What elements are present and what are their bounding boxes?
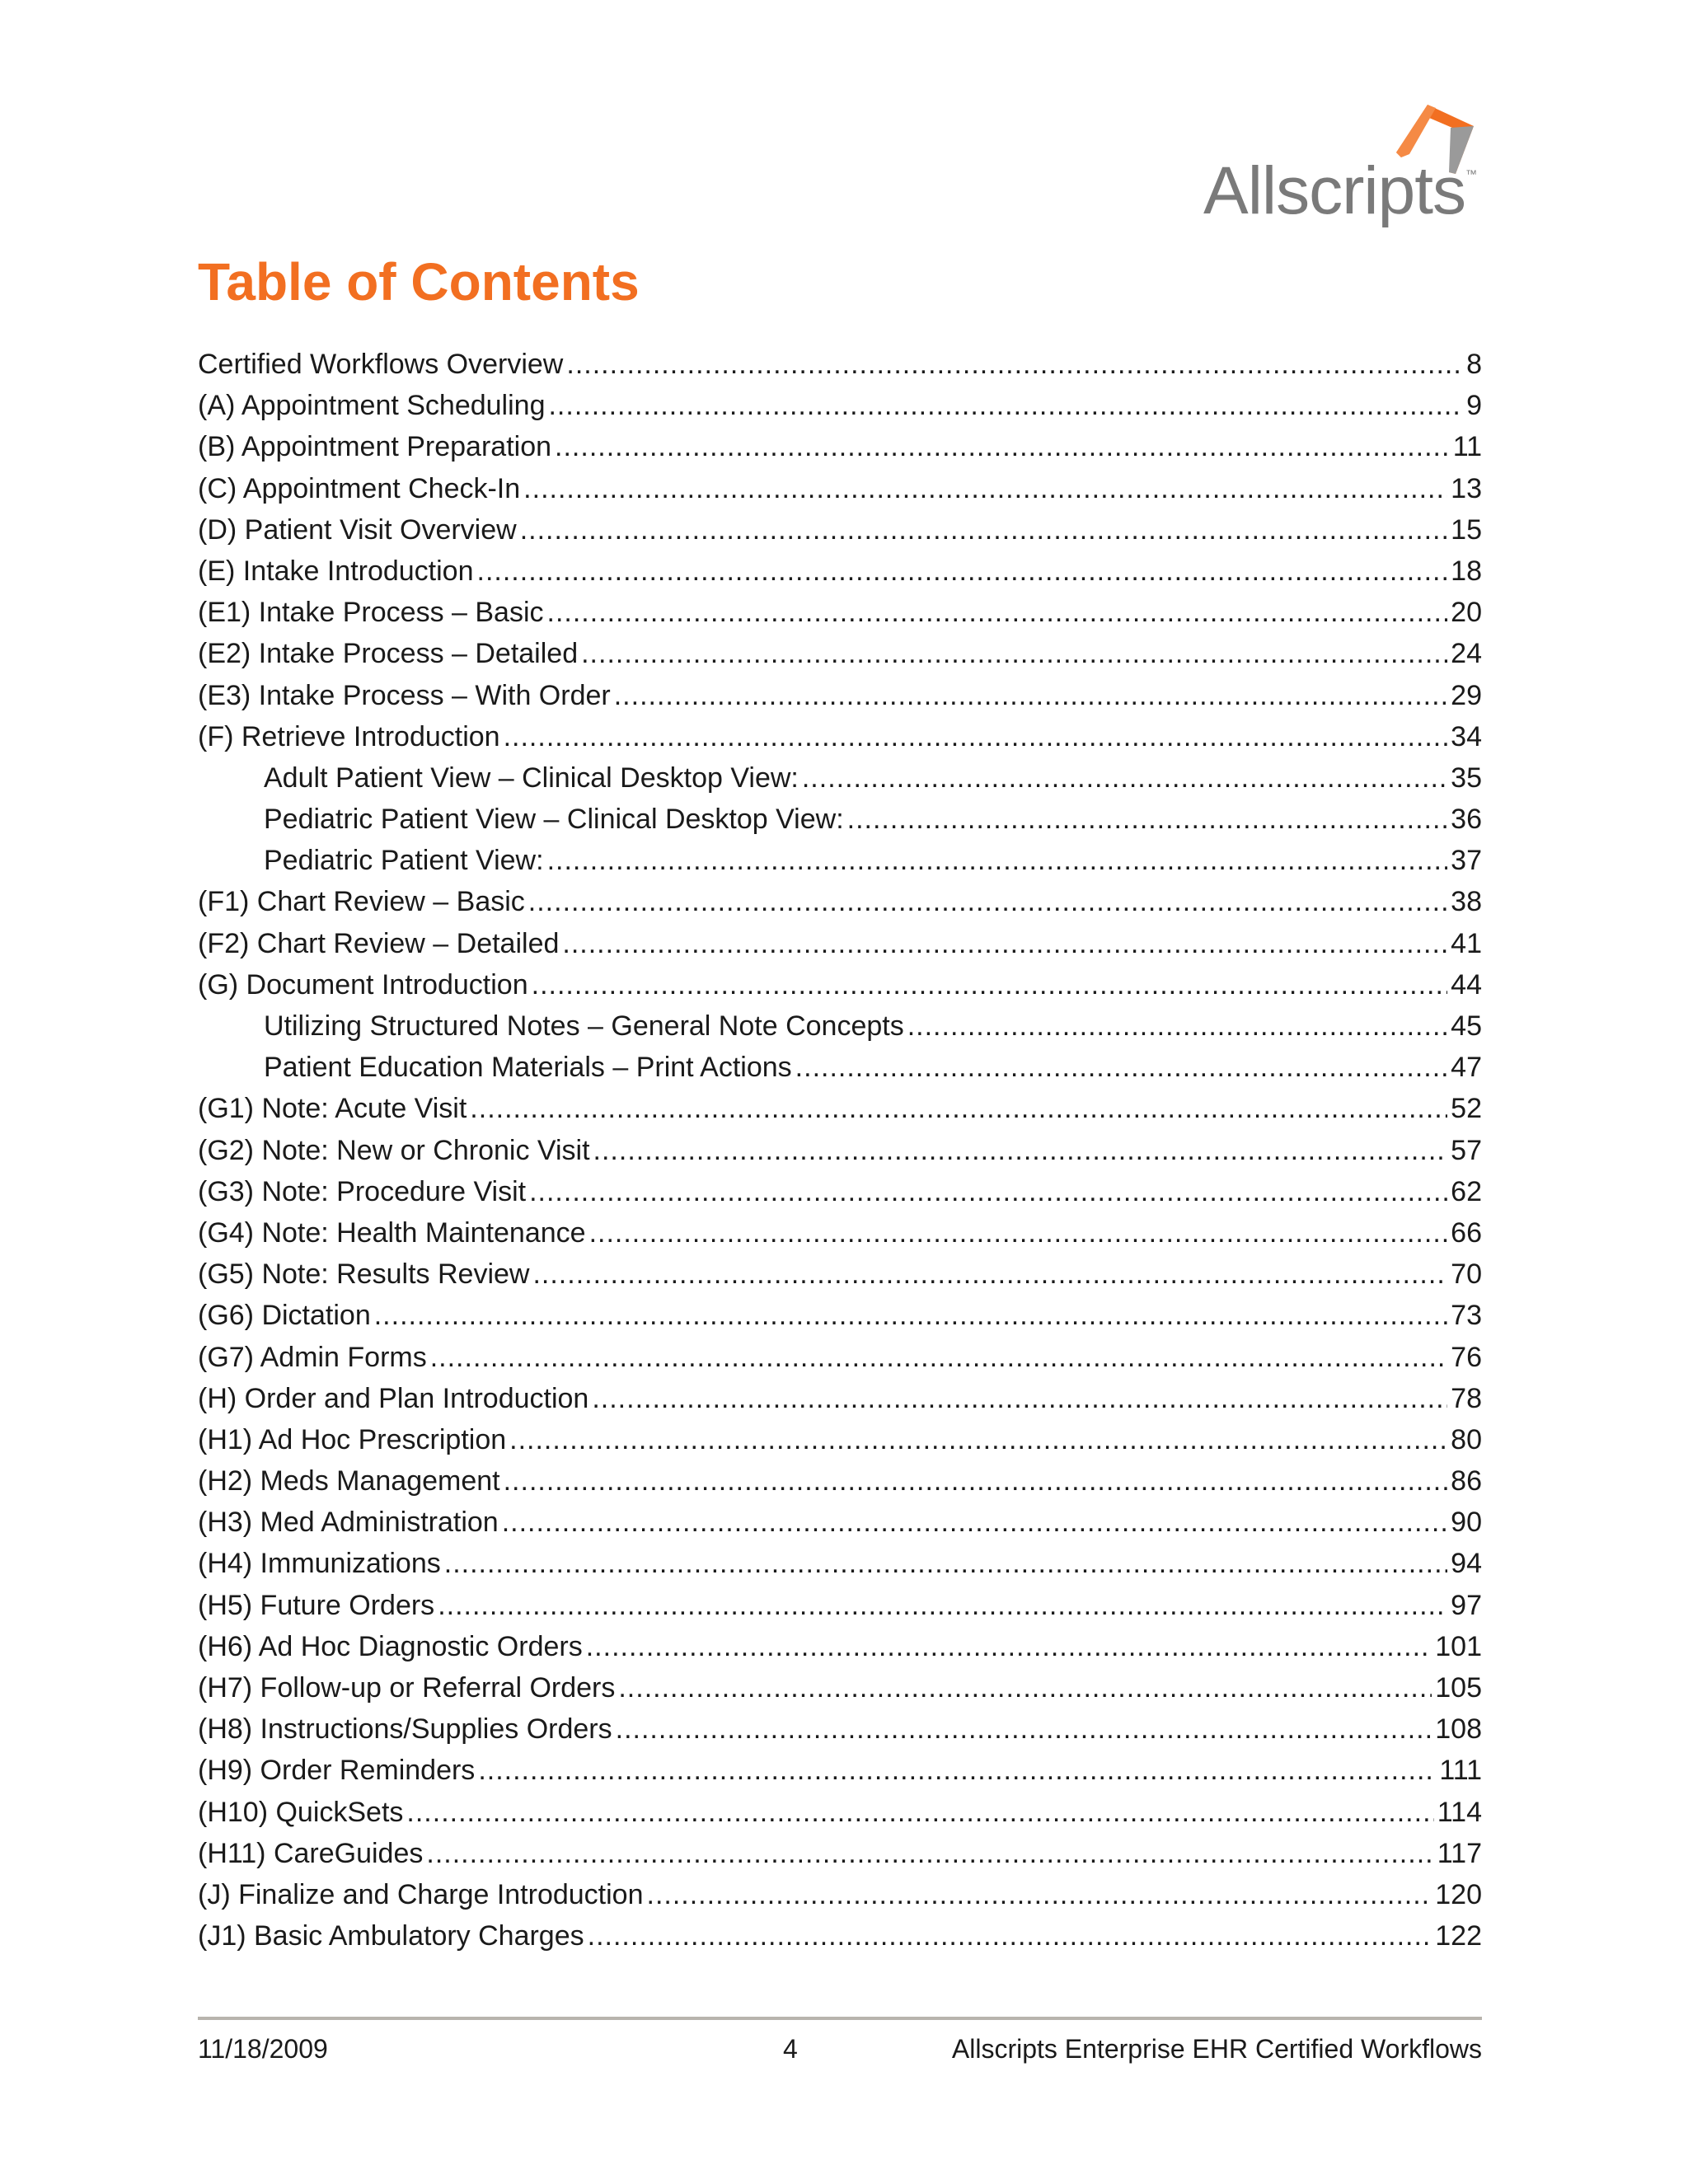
toc-entry-label: Adult Patient View – Clinical Desktop View: [264,762,799,794]
toc-entry[interactable] [198,840,1482,881]
toc-entry[interactable] [198,426,1482,467]
toc-entry-page: 44 [1451,968,1482,1001]
toc-entry-label: Pediatric Patient View – Clinical Desktop View: [264,804,844,836]
toc-dot-leader [555,426,1450,467]
toc-entry-label: (H2) Meds Management [198,1465,500,1497]
toc-dot-leader [547,840,1448,881]
footer-page-number: 4 [783,2034,798,2064]
toc-entry-label: Patient Education Materials – Print Actions [264,1052,792,1084]
toc-entry[interactable] [198,1130,1482,1171]
table-of-contents [198,344,1482,1957]
toc-dot-leader [426,1833,1433,1874]
toc-entry[interactable] [198,1833,1482,1874]
toc-entry-page: 66 [1451,1216,1482,1249]
toc-entry[interactable] [198,592,1482,633]
toc-entry[interactable] [198,1460,1482,1502]
toc-dot-leader [586,1626,1432,1667]
toc-entry-label: (G1) Note: Acute Visit [198,1093,467,1125]
toc-entry-label: (G2) Note: New or Chronic Visit [198,1134,590,1166]
toc-dot-leader [614,675,1447,716]
toc-entry-label: (C) Appointment Check-In [198,472,521,504]
toc-entry-page: 73 [1451,1300,1482,1332]
toc-entry-page: 94 [1451,1548,1482,1580]
toc-dot-leader [795,1047,1448,1088]
toc-entry[interactable] [198,1254,1482,1295]
toc-entry[interactable] [198,633,1482,674]
toc-entry-label: (H9) Order Reminders [198,1755,476,1787]
toc-entry[interactable] [198,923,1482,964]
toc-dot-leader [529,1171,1447,1212]
toc-entry-label: (H4) Immunizations [198,1548,441,1580]
toc-dot-leader [478,1750,1436,1791]
toc-entry[interactable] [198,1088,1482,1129]
toc-entry-page: 8 [1466,349,1482,380]
toc-entry-page: 15 [1451,513,1482,546]
toc-entry-page: 45 [1451,1010,1482,1042]
toc-entry-label: (H7) Follow-up or Referral Orders [198,1672,616,1704]
toc-entry-page: 114 [1437,1796,1482,1828]
footer-document-title: Allscripts Enterprise EHR Certified Workflows [951,2034,1482,2064]
toc-dot-leader [616,1708,1432,1750]
toc-dot-leader [618,1667,1432,1708]
toc-dot-leader [588,1915,1432,1957]
toc-entry-page: 13 [1451,472,1482,504]
toc-entry-page: 29 [1451,679,1482,711]
toc-dot-leader [589,1212,1448,1254]
toc-entry-label: (E2) Intake Process – Detailed [198,638,579,670]
toc-entry[interactable] [198,551,1482,592]
toc-dot-leader [502,1502,1447,1543]
toc-entry-page: 70 [1451,1258,1482,1291]
toc-dot-leader [406,1792,1433,1833]
toc-entry-label: (E1) Intake Process – Basic [198,597,544,629]
toc-dot-leader [504,716,1448,757]
toc-dot-leader [548,385,1463,426]
trademark-symbol: ™ [1465,167,1477,180]
toc-entry-page: 24 [1451,638,1482,670]
toc-entry-label: (J1) Basic Ambulatory Charges [198,1920,584,1952]
toc-dot-leader [562,923,1447,964]
toc-entry[interactable] [198,881,1482,922]
footer-divider [198,2017,1482,2020]
toc-entry[interactable] [198,344,1482,385]
toc-entry[interactable] [198,964,1482,1005]
toc-dot-leader [444,1543,1447,1584]
toc-entry-label: (H3) Med Administration [198,1507,499,1539]
toc-entry[interactable] [198,799,1482,840]
toc-dot-leader [532,1254,1447,1295]
toc-entry-page: 78 [1451,1382,1482,1414]
toc-entry[interactable] [198,716,1482,757]
toc-dot-leader [470,1088,1447,1129]
toc-entry[interactable] [198,509,1482,551]
toc-entry-label: Utilizing Structured Notes – General Note Concepts [264,1010,904,1042]
toc-entry-page: 120 [1435,1878,1482,1910]
toc-entry-page: 38 [1451,886,1482,918]
toc-entry-page: 41 [1451,927,1482,959]
toc-entry-label: (H1) Ad Hoc Prescription [198,1423,507,1455]
toc-entry[interactable] [198,1874,1482,1915]
page-title: Table of Contents [198,252,640,312]
toc-dot-leader [528,881,1447,922]
toc-entry[interactable] [198,1337,1482,1378]
toc-dot-leader [509,1419,1447,1460]
toc-dot-leader [438,1585,1447,1626]
toc-dot-leader [907,1005,1447,1047]
toc-entry[interactable] [198,675,1482,716]
toc-entry[interactable] [198,1708,1482,1750]
toc-entry-label: (H5) Future Orders [198,1589,435,1621]
toc-dot-leader [430,1337,1447,1378]
toc-entry-page: 76 [1451,1341,1482,1373]
toc-entry-label: (J) Finalize and Charge Introduction [198,1878,644,1910]
toc-entry-page: 101 [1435,1630,1482,1662]
toc-entry-page: 9 [1466,390,1482,422]
toc-entry-label: (A) Appointment Scheduling [198,390,546,422]
toc-entry[interactable] [198,1543,1482,1584]
toc-entry-page: 122 [1435,1920,1482,1952]
toc-entry-label: (G) Document Introduction [198,968,528,1001]
toc-dot-leader [523,468,1447,509]
toc-entry-label: (H8) Instructions/Supplies Orders [198,1713,612,1746]
toc-entry-label: (G3) Note: Procedure Visit [198,1175,527,1207]
toc-entry-page: 34 [1451,720,1482,752]
toc-entry[interactable] [198,468,1482,509]
toc-dot-leader [477,551,1448,592]
toc-entry-page: 11 [1452,431,1482,463]
page-footer [198,2034,1482,2070]
toc-entry-page: 111 [1439,1755,1482,1787]
toc-entry-label: (H10) QuickSets [198,1796,404,1828]
footer-date: 11/18/2009 [198,2034,328,2064]
toc-dot-leader [847,799,1448,840]
toc-dot-leader [592,1378,1447,1419]
toc-entry-page: 47 [1451,1052,1482,1084]
toc-entry[interactable] [198,1750,1482,1791]
toc-entry-page: 86 [1451,1465,1482,1497]
toc-entry[interactable] [198,1212,1482,1254]
toc-entry[interactable] [198,1005,1482,1047]
toc-entry-page: 105 [1435,1672,1482,1704]
toc-dot-leader [547,592,1448,633]
toc-entry[interactable] [198,1626,1482,1667]
toc-entry-page: 62 [1451,1175,1482,1207]
toc-entry[interactable] [198,1419,1482,1460]
toc-dot-leader [802,757,1447,799]
toc-entry-label: Pediatric Patient View: [264,845,544,877]
toc-entry-label: (G6) Dictation [198,1300,371,1332]
toc-dot-leader [374,1295,1447,1336]
toc-entry-page: 57 [1451,1134,1482,1166]
toc-entry[interactable] [198,1295,1482,1336]
logo-wordmark: Allscripts™ [1203,153,1477,228]
toc-entry[interactable] [198,1502,1482,1543]
toc-dot-leader [532,964,1448,1005]
toc-entry-label: (H6) Ad Hoc Diagnostic Orders [198,1630,583,1662]
toc-entry-page: 80 [1451,1423,1482,1455]
toc-entry-label: (G5) Note: Results Review [198,1258,530,1291]
toc-entry[interactable] [198,1915,1482,1957]
toc-dot-leader [504,1460,1448,1502]
toc-entry-label: (F1) Chart Review – Basic [198,886,525,918]
toc-entry-page: 35 [1451,762,1482,794]
toc-entry-label: (H11) CareGuides [198,1837,424,1869]
allscripts-logo [1195,103,1484,235]
toc-entry[interactable] [198,1378,1482,1419]
toc-entry-label: (E3) Intake Process – With Order [198,679,611,711]
toc-entry-page: 108 [1435,1713,1482,1746]
toc-entry-page: 97 [1451,1589,1482,1621]
toc-entry-label: (D) Patient Visit Overview [198,513,517,546]
toc-entry[interactable] [198,1171,1482,1212]
toc-dot-leader [581,633,1447,674]
toc-entry-page: 18 [1451,555,1482,587]
toc-entry-label: (B) Appointment Preparation [198,431,552,463]
toc-entry[interactable] [198,1047,1482,1088]
toc-entry-label: (F) Retrieve Introduction [198,720,500,752]
toc-entry-page: 37 [1451,845,1482,877]
toc-entry-page: 52 [1451,1093,1482,1125]
toc-entry[interactable] [198,757,1482,799]
toc-entry-label: (H) Order and Plan Introduction [198,1382,589,1414]
toc-entry-page: 90 [1451,1507,1482,1539]
toc-dot-leader [647,1874,1432,1915]
toc-entry[interactable] [198,1792,1482,1833]
toc-entry-page: 20 [1451,597,1482,629]
toc-dot-leader [593,1130,1448,1171]
toc-entry-label: (G7) Admin Forms [198,1341,427,1373]
toc-entry-label: (E) Intake Introduction [198,555,474,587]
toc-entry-page: 117 [1437,1837,1482,1869]
toc-entry-label: (F2) Chart Review – Detailed [198,927,560,959]
toc-dot-leader [520,509,1447,551]
toc-entry[interactable] [198,1667,1482,1708]
toc-entry[interactable] [198,385,1482,426]
toc-entry[interactable] [198,1585,1482,1626]
toc-entry-page: 36 [1451,804,1482,836]
toc-entry-label: Certified Workflows Overview [198,349,564,380]
toc-dot-leader [566,344,1463,385]
toc-entry-label: (G4) Note: Health Maintenance [198,1216,586,1249]
